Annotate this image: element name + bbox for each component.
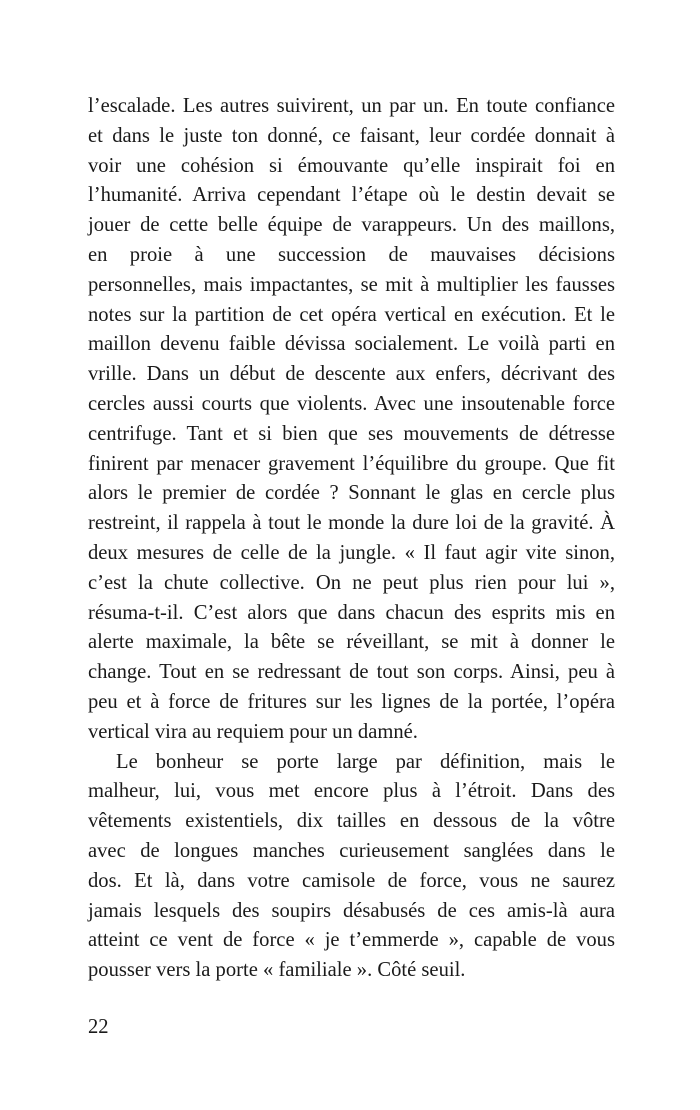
text-line: restreint, il rappela à tout le monde la dure loi de la gravité. À — [88, 512, 615, 535]
text-line: maillon devenu faible dévissa socialement. Le voilà parti en — [88, 333, 615, 356]
text-line: pousser vers la porte « familiale ». Côté seuil. — [88, 959, 466, 982]
text-line: et dans le juste ton donné, ce faisant, leur cordée donnait à — [88, 124, 615, 147]
text-line: jouer de cette belle équipe de varappeurs. Un des maillons, — [88, 214, 615, 237]
text-line: centrifuge. Tant et si bien que ses mouvements de détresse — [88, 422, 615, 445]
text-line: alors le premier de cordée ? Sonnant le glas en cercle plus — [88, 482, 615, 505]
text-line: malheur, lui, vous met encore plus à l’étroit. Dans des — [88, 780, 615, 803]
text-line: en proie à une succession de mauvaises décisions — [88, 243, 615, 266]
text-line: cercles aussi courts que violents. Avec une insoutenable force — [88, 392, 615, 415]
text-line: change. Tout en se redressant de tout son corps. Ainsi, peu à — [88, 661, 615, 684]
text-line: peu et à force de fritures sur les lignes de la portée, l’opéra — [88, 690, 615, 713]
text-line: Le bonheur se porte large par définition, mais le — [116, 750, 615, 773]
text-line: voir une cohésion si émouvante qu’elle inspirait foi en — [88, 154, 615, 177]
text-line: deux mesures de celle de la jungle. « Il faut agir vite sinon, — [88, 541, 615, 564]
page-number: 22 — [88, 1016, 109, 1038]
text-line: l’humanité. Arriva cependant l’étape où le destin devait se — [88, 184, 615, 207]
text-line: personnelles, mais impactantes, se mit à multiplier les fausses — [88, 273, 615, 296]
text-line: l’escalade. Les autres suivirent, un par un. En toute confiance — [88, 95, 615, 117]
text-line: résuma-t-il. C’est alors que dans chacun des esprits mis en — [88, 601, 615, 624]
text-line: atteint ce vent de force « je t’emmerde », capable de vous — [88, 929, 615, 952]
paragraph — [88, 748, 615, 986]
text-line: jamais lesquels des soupirs désabusés de ces amis-là aura — [88, 899, 615, 922]
paragraph — [88, 92, 615, 748]
text-line: finirent par menacer gravement l’équilibre du groupe. Que fit — [88, 452, 615, 475]
text-line: dos. Et là, dans votre camisole de force, vous ne saurez — [88, 869, 615, 892]
text-line: avec de longues manches curieusement sanglées dans le — [88, 839, 615, 862]
text-line: vrille. Dans un début de descente aux enfers, décrivant des — [88, 363, 615, 386]
text-line: alerte maximale, la bête se réveillant, se mit à donner le — [88, 631, 615, 654]
body-text — [88, 92, 615, 986]
text-line: vertical vira au requiem pour un damné. — [88, 720, 418, 743]
text-line: c’est la chute collective. On ne peut plus rien pour lui », — [88, 571, 615, 594]
text-line: vêtements existentiels, dix tailles en dessous de la vôtre — [88, 810, 615, 833]
text-line: notes sur la partition de cet opéra vertical en exécution. Et le — [88, 303, 615, 326]
